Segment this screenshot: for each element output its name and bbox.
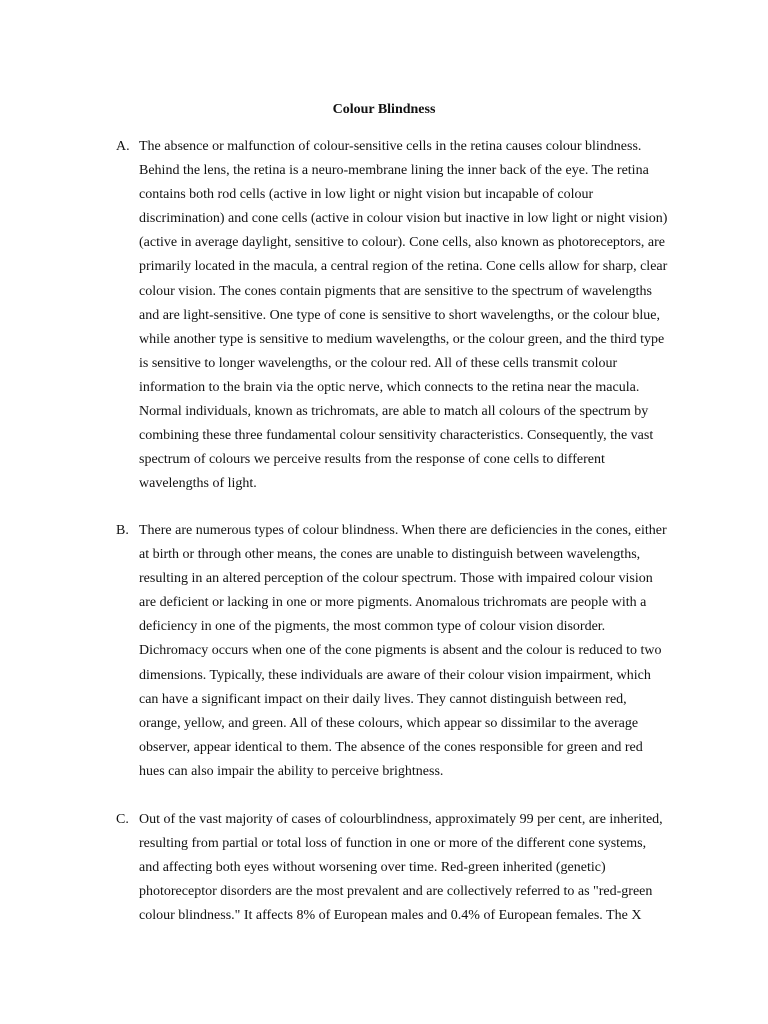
text-line: dimensions. Typically, these individuals are aware of their colour vision impairment, which: [139, 667, 651, 683]
section-marker: B.: [116, 523, 129, 538]
text-line: and affecting both eyes without worsening over time. Red-green inherited (genetic): [139, 860, 606, 876]
text-line: spectrum of colours we perceive results from the response of cone cells to different: [139, 452, 605, 468]
text-line: and are light-sensitive. One type of cone is sensitive to short wavelengths, or the colour blue,: [139, 307, 660, 323]
text-line: observer, appear identical to them. The absence of the cones responsible for green and red: [139, 739, 643, 755]
text-line: orange, yellow, and green. All of these colours, which appear so dissimilar to the average: [139, 715, 639, 731]
text-line: deficiency in one of the pigments, the most common type of colour vision disorder.: [139, 619, 606, 635]
section-a: [116, 135, 676, 496]
text-line: wavelengths of light.: [139, 476, 257, 492]
text-line: Dichromacy occurs when one of the cone pigments is absent and the colour is reduced to two: [139, 643, 662, 659]
page-title: Colour Blindness: [332, 102, 436, 117]
text-line: Normal individuals, known as trichromats, are able to match all colours of the spectrum by: [139, 404, 649, 420]
text-line: resulting in an altered perception of the colour spectrum. Those with impaired colour vision: [139, 571, 653, 587]
text-line: is sensitive to longer wavelengths, or the colour red. All of these cells transmit colour: [139, 355, 618, 371]
text-line: while another type is sensitive to medium wavelengths, or the colour green, and the third type: [139, 331, 665, 347]
text-line: can have a significant impact on their daily lives. They cannot distinguish between red,: [139, 691, 627, 707]
text-line: The absence or malfunction of colour-sensitive cells in the retina causes colour blindness.: [139, 139, 642, 154]
section-c: [116, 808, 676, 928]
section-marker: A.: [116, 139, 130, 154]
section-b: [116, 519, 676, 784]
text-line: resulting from partial or total loss of function in one or more of the different cone systems,: [139, 836, 647, 852]
section-marker: C.: [116, 812, 129, 827]
text-line: There are numerous types of colour blindness. When there are deficiencies in the cones, either: [139, 523, 667, 538]
text-line: primarily located in the macula, a central region of the retina. Cone cells allow for sharp, clear: [139, 259, 668, 275]
text-line: hues can also impair the ability to perceive brightness.: [139, 763, 444, 779]
section-body: [139, 808, 676, 928]
section-body: [139, 519, 676, 784]
text-line: combining these three fundamental colour sensitivity characteristics. Consequently, the vast: [139, 428, 654, 444]
text-line: contains both rod cells (active in low light or night vision but incapable of colour: [139, 187, 594, 203]
text-line: at birth or through other means, the cones are unable to distinguish between wavelengths,: [139, 547, 641, 563]
text-line: discrimination) and cone cells (active in colour vision but inactive in low light or night vision): [139, 211, 668, 227]
text-line: colour blindness." It affects 8% of European males and 0.4% of European females. The X: [139, 908, 642, 924]
text-line: information to the brain via the optic nerve, which connects to the retina near the macula.: [139, 379, 640, 395]
text-line: (active in average daylight, sensitive to colour). Cone cells, also known as photoreceptors, are: [139, 235, 665, 251]
text-line: photoreceptor disorders are the most prevalent and are collectively referred to as "red-green: [139, 884, 653, 900]
text-line: Out of the vast majority of cases of colourblindness, approximately 99 per cent, are inherited,: [139, 812, 663, 827]
text-line: are deficient or lacking in one or more pigments. Anomalous trichromats are people with a: [139, 595, 647, 611]
text-line: Behind the lens, the retina is a neuro-membrane lining the inner back of the eye. The retina: [139, 163, 649, 179]
section-body: [139, 135, 676, 496]
text-line: colour vision. The cones contain pigments that are sensitive to the spectrum of wavelengths: [139, 283, 652, 299]
